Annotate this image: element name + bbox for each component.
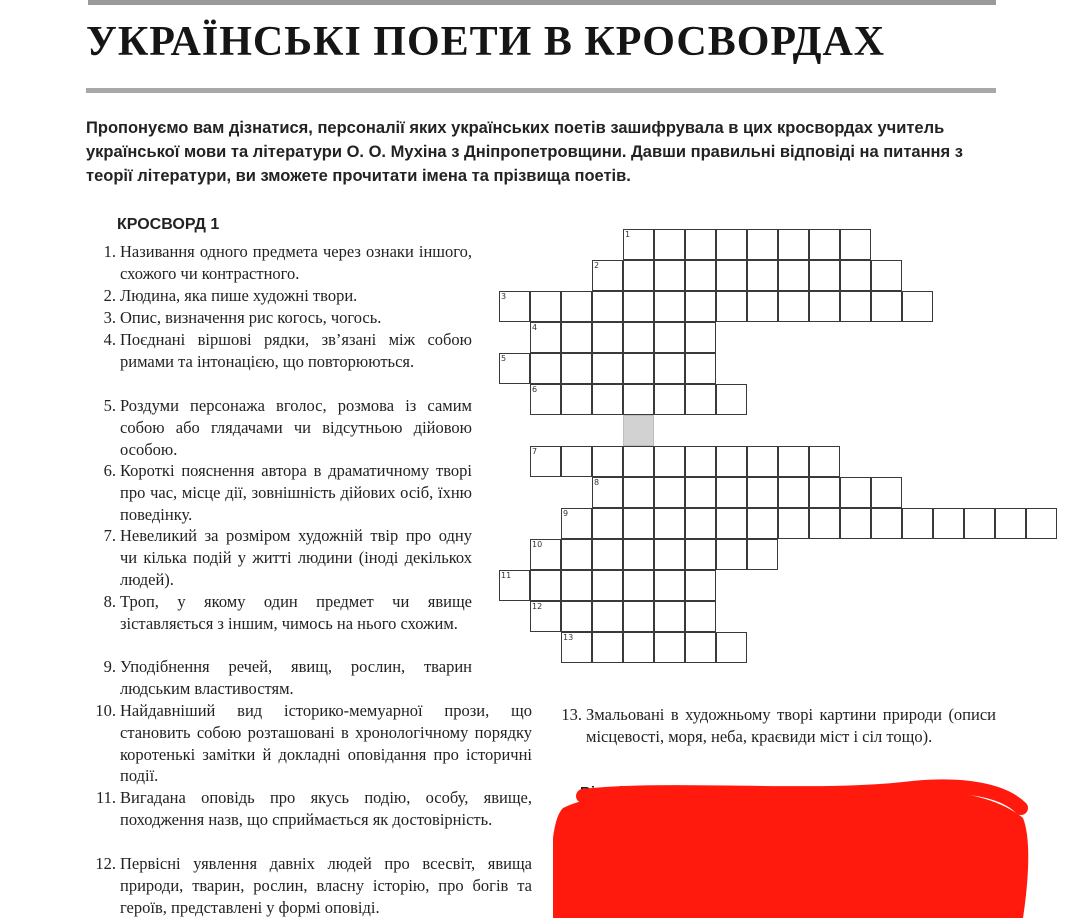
- crossword-cell[interactable]: [716, 229, 747, 260]
- clue-row-number: 12: [532, 602, 543, 611]
- clue-row-number: 13: [563, 633, 574, 642]
- crossword-cell[interactable]: [716, 477, 747, 508]
- clue-text: Найдавніший вид історико-мемуарної прози, що становить собою розташовані в хронологічному порядку коротенькі замітки й докладні оповідання про історичні події.: [120, 701, 532, 786]
- clue-row-number: 4: [532, 323, 538, 332]
- clue-row-number: 6: [532, 385, 538, 394]
- clue-text: Змальовані в художньому творі картини природи (описи місцевості, моря, неба, краєвиди міст і сіл тощо).: [586, 705, 996, 746]
- crossword-cell[interactable]: [840, 291, 871, 322]
- crossword-cell[interactable]: [685, 353, 716, 384]
- crossword-cell[interactable]: [685, 291, 716, 322]
- clue-number: 7.: [103, 526, 116, 545]
- crossword-cell[interactable]: [778, 446, 809, 477]
- crossword-cell[interactable]: [809, 229, 840, 260]
- crossword-cell[interactable]: [623, 353, 654, 384]
- crossword-cell[interactable]: [592, 539, 623, 570]
- crossword-cell[interactable]: [809, 477, 840, 508]
- clue-row-number: 7: [532, 447, 538, 456]
- crossword-cell[interactable]: [747, 446, 778, 477]
- crossword-cell[interactable]: [530, 353, 561, 384]
- crossword-cell[interactable]: [561, 601, 592, 632]
- crossword-cell[interactable]: [778, 229, 809, 260]
- crossword-cell[interactable]: [561, 291, 592, 322]
- intro-paragraph: Пропонуємо вам дізнатися, персоналії яких українських поетів зашифрувала в цих кросвордах учитель української мови та літератури О. О. Мухіна з Дніпропетровщини. Давши правильні відповіді на питання з теорії літератури, ви зможете прочитати імена та прізвища поетів.: [86, 119, 963, 185]
- crossword-cell[interactable]: [561, 353, 592, 384]
- crossword-cell[interactable]: [685, 632, 716, 663]
- crossword-cell[interactable]: [623, 570, 654, 601]
- clue-number: 5.: [103, 396, 116, 415]
- clue-text: Троп, у якому один предмет чи явище зіставляється з іншим, чимось на нього схожим.: [120, 592, 472, 633]
- clue-number: 13.: [561, 705, 582, 724]
- crossword-cell[interactable]: [654, 322, 685, 353]
- crossword-cell[interactable]: [561, 570, 592, 601]
- crossword-cell[interactable]: [654, 539, 685, 570]
- crossword-cell[interactable]: [778, 477, 809, 508]
- clue-number: 8.: [103, 592, 116, 611]
- crossword-cell[interactable]: [654, 446, 685, 477]
- crossword-cell[interactable]: [623, 322, 654, 353]
- crossword-cell[interactable]: [561, 384, 592, 415]
- crossword-cell[interactable]: [654, 229, 685, 260]
- clue-number: 12.: [95, 854, 116, 873]
- crossword-cell[interactable]: [623, 539, 654, 570]
- crossword-cell[interactable]: [530, 570, 561, 601]
- crossword-cell[interactable]: [871, 508, 902, 539]
- clue-text: Первісні уявлення давніх людей про всесвіт, явища природи, тварин, рослин, власну історію, про богів та героїв, представлені у формі оповіді.: [120, 854, 532, 917]
- crossword-cell[interactable]: [840, 260, 871, 291]
- crossword-cell[interactable]: [592, 570, 623, 601]
- crossword-cell[interactable]: [654, 260, 685, 291]
- crossword-cell[interactable]: [685, 384, 716, 415]
- crossword-cell[interactable]: [778, 260, 809, 291]
- clue-number: 4.: [103, 330, 116, 349]
- crossword-cell[interactable]: [592, 508, 623, 539]
- clue-text: Уподібнення речей, явищ, рослин, тварин людським властивостям.: [120, 657, 472, 698]
- clue-row-number: 11: [501, 571, 512, 580]
- crossword-cell[interactable]: [654, 477, 685, 508]
- clue-text: Невеликий за розміром художній твір про одну чи кілька подій у житті людини (іноді декількох людей).: [120, 526, 472, 589]
- answer-label: Ві... 1): [580, 784, 626, 801]
- crossword-cell[interactable]: [840, 229, 871, 260]
- crossword-cell[interactable]: [685, 570, 716, 601]
- crossword-cell[interactable]: [592, 446, 623, 477]
- clue-text: Роздуми персонажа вголос, розмова із самим собою або глядачами чи відсутньою дійовою особою.: [120, 396, 472, 459]
- crossword-cell[interactable]: [592, 353, 623, 384]
- crossword-cell[interactable]: [654, 570, 685, 601]
- crossword-cell[interactable]: [747, 229, 778, 260]
- crossword-cell[interactable]: [623, 601, 654, 632]
- crossword-cell[interactable]: [871, 260, 902, 291]
- crossword-cell[interactable]: [530, 291, 561, 322]
- crossword-cell[interactable]: [902, 508, 933, 539]
- crossword-cell[interactable]: [685, 601, 716, 632]
- crossword-cell[interactable]: [778, 291, 809, 322]
- crossword-cell[interactable]: [685, 508, 716, 539]
- clue-row-number: 5: [501, 354, 507, 363]
- crossword-cell[interactable]: [654, 508, 685, 539]
- clue-number: 1.: [103, 242, 116, 261]
- crossword-cell[interactable]: [623, 260, 654, 291]
- crossword-cell[interactable]: [840, 477, 871, 508]
- crossword-cell[interactable]: [778, 508, 809, 539]
- crossword-cell[interactable]: [809, 446, 840, 477]
- crossword-cell[interactable]: [747, 477, 778, 508]
- crossword-cell[interactable]: [995, 508, 1026, 539]
- red-redaction-scribble: [553, 778, 1033, 918]
- clue-row-number: 10: [532, 540, 543, 549]
- crossword-cell[interactable]: [654, 384, 685, 415]
- clue-text: Опис, визначення рис когось, чогось.: [120, 308, 382, 327]
- crossword-cell[interactable]: [716, 384, 747, 415]
- crossword-cell[interactable]: [561, 446, 592, 477]
- crossword-cell[interactable]: [592, 632, 623, 663]
- crossword-cell[interactable]: [654, 601, 685, 632]
- crossword-cell[interactable]: [747, 291, 778, 322]
- crossword-cell[interactable]: [716, 539, 747, 570]
- crossword-cell[interactable]: [716, 260, 747, 291]
- crossword-cell[interactable]: [685, 322, 716, 353]
- clue-number: 11.: [95, 788, 116, 807]
- clue-number: 2.: [103, 286, 116, 305]
- crossword-cell[interactable]: [623, 632, 654, 663]
- crossword-cell[interactable]: [623, 384, 654, 415]
- clue-row-number: 9: [563, 509, 569, 518]
- crossword-cell[interactable]: [654, 353, 685, 384]
- crossword-cell[interactable]: [871, 477, 902, 508]
- crossword-cell[interactable]: [809, 508, 840, 539]
- clue-row-number: 2: [594, 261, 600, 270]
- crossword-cell[interactable]: [902, 291, 933, 322]
- crossword-cell[interactable]: [964, 508, 995, 539]
- clue-text: Людина, яка пише художні твори.: [120, 286, 358, 305]
- crossword-cell[interactable]: [654, 291, 685, 322]
- crossword-cell[interactable]: [561, 539, 592, 570]
- clue-row-number: 8: [594, 478, 600, 487]
- crossword-cell[interactable]: [592, 384, 623, 415]
- clue-number: 6.: [103, 461, 116, 480]
- crossword-cell[interactable]: [747, 260, 778, 291]
- clue-text: Вигадана оповідь про якусь подію, особу, явище, походження назв, що сприймається як достовірність.: [120, 788, 532, 829]
- clue-row-number: 1: [625, 230, 631, 239]
- crossword-cell[interactable]: [654, 632, 685, 663]
- crossword-cell[interactable]: [592, 291, 623, 322]
- crossword-cell[interactable]: [716, 508, 747, 539]
- crossword-cell[interactable]: [592, 601, 623, 632]
- crossword-cell[interactable]: [685, 539, 716, 570]
- crossword-cell[interactable]: [623, 508, 654, 539]
- page-title: УКРАЇНСЬКІ ПОЕТИ В КРОСВОРДАХ: [86, 19, 886, 65]
- clue-text: Поєднані віршові рядки, зв’язані між собою римами та інтонацією, що повторюються.: [120, 330, 472, 371]
- crossword-cell[interactable]: [933, 508, 964, 539]
- crossword-cell[interactable]: [747, 508, 778, 539]
- crossword-cell[interactable]: [716, 291, 747, 322]
- crossword-cell[interactable]: [840, 508, 871, 539]
- crossword-cell[interactable]: [716, 632, 747, 663]
- crossword-cell[interactable]: [809, 291, 840, 322]
- crossword-cell[interactable]: [871, 291, 902, 322]
- highlight-cell: [623, 415, 654, 446]
- crossword-heading: КРОСВОРД 1: [117, 216, 220, 233]
- crossword-cell[interactable]: [623, 477, 654, 508]
- clue-row-number: 3: [501, 292, 507, 301]
- crossword-cell[interactable]: [623, 446, 654, 477]
- clue-text: Короткі пояснення автора в драматичному творі про час, місце дії, зовнішність дійових осіб, їхню поведінку.: [120, 461, 472, 524]
- crossword-cell[interactable]: [1026, 508, 1057, 539]
- clue-number: 10.: [95, 701, 116, 720]
- clue-number: 3.: [103, 308, 116, 327]
- clue-text: Називання одного предмета через ознаки іншого, схожого чи контрастного.: [120, 242, 472, 283]
- crossword-cell[interactable]: [716, 446, 747, 477]
- clue-number: 9.: [103, 657, 116, 676]
- crossword-cell[interactable]: [592, 322, 623, 353]
- crossword-cell[interactable]: [561, 322, 592, 353]
- crossword-cell[interactable]: [809, 260, 840, 291]
- crossword-cell[interactable]: [747, 539, 778, 570]
- crossword-cell[interactable]: [685, 229, 716, 260]
- crossword-cell[interactable]: [685, 477, 716, 508]
- crossword-cell[interactable]: [685, 260, 716, 291]
- crossword-cell[interactable]: [685, 446, 716, 477]
- crossword-cell[interactable]: [623, 291, 654, 322]
